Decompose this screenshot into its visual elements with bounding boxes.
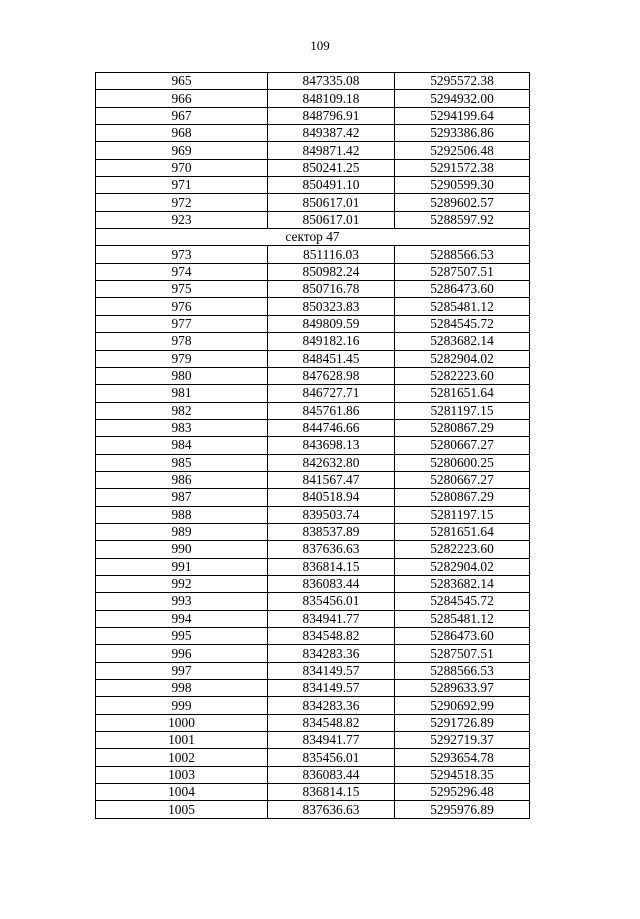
x-coordinate-cell: 839503.74 bbox=[268, 506, 395, 523]
x-coordinate-cell: 844746.66 bbox=[268, 419, 395, 436]
y-coordinate-cell: 5286473.60 bbox=[395, 628, 530, 645]
y-coordinate-cell: 5280867.29 bbox=[395, 419, 530, 436]
x-coordinate-cell: 849182.16 bbox=[268, 333, 395, 350]
table-row bbox=[96, 281, 530, 298]
point-number-cell: 976 bbox=[96, 298, 268, 315]
y-coordinate-cell: 5281651.64 bbox=[395, 523, 530, 540]
table-row bbox=[96, 194, 530, 211]
table-row bbox=[96, 801, 530, 818]
x-coordinate-cell: 847335.08 bbox=[268, 73, 395, 90]
y-coordinate-cell: 5281197.15 bbox=[395, 506, 530, 523]
point-number-cell: 972 bbox=[96, 194, 268, 211]
x-coordinate-cell: 836083.44 bbox=[268, 766, 395, 783]
table-row bbox=[96, 333, 530, 350]
x-coordinate-cell: 834283.36 bbox=[268, 645, 395, 662]
point-number-cell: 971 bbox=[96, 177, 268, 194]
point-number-cell: 977 bbox=[96, 315, 268, 332]
x-coordinate-cell: 849871.42 bbox=[268, 142, 395, 159]
table-row bbox=[96, 177, 530, 194]
x-coordinate-cell: 851116.03 bbox=[268, 246, 395, 263]
y-coordinate-cell: 5288566.53 bbox=[395, 662, 530, 679]
x-coordinate-cell: 836083.44 bbox=[268, 575, 395, 592]
y-coordinate-cell: 5288566.53 bbox=[395, 246, 530, 263]
table-row bbox=[96, 558, 530, 575]
y-coordinate-cell: 5294199.64 bbox=[395, 107, 530, 124]
point-number-cell: 998 bbox=[96, 680, 268, 697]
table-row bbox=[96, 107, 530, 124]
point-number-cell: 984 bbox=[96, 437, 268, 454]
point-number-cell: 980 bbox=[96, 367, 268, 384]
table-row bbox=[96, 749, 530, 766]
y-coordinate-cell: 5293654.78 bbox=[395, 749, 530, 766]
y-coordinate-cell: 5292506.48 bbox=[395, 142, 530, 159]
point-number-cell: 1003 bbox=[96, 766, 268, 783]
y-coordinate-cell: 5282223.60 bbox=[395, 541, 530, 558]
y-coordinate-cell: 5285481.12 bbox=[395, 610, 530, 627]
table-row bbox=[96, 766, 530, 783]
point-number-cell: 990 bbox=[96, 541, 268, 558]
point-number-cell: 968 bbox=[96, 125, 268, 142]
coordinates-table-body bbox=[96, 73, 530, 819]
y-coordinate-cell: 5283682.14 bbox=[395, 333, 530, 350]
y-coordinate-cell: 5295976.89 bbox=[395, 801, 530, 818]
y-coordinate-cell: 5288597.92 bbox=[395, 211, 530, 228]
table-row bbox=[96, 142, 530, 159]
y-coordinate-cell: 5280667.27 bbox=[395, 471, 530, 488]
x-coordinate-cell: 848109.18 bbox=[268, 90, 395, 107]
coordinates-table bbox=[95, 72, 530, 819]
y-coordinate-cell: 5282904.02 bbox=[395, 350, 530, 367]
table-row bbox=[96, 419, 530, 436]
point-number-cell: 999 bbox=[96, 697, 268, 714]
point-number-cell: 991 bbox=[96, 558, 268, 575]
point-number-cell: 970 bbox=[96, 159, 268, 176]
x-coordinate-cell: 834149.57 bbox=[268, 662, 395, 679]
point-number-cell: 987 bbox=[96, 489, 268, 506]
point-number-cell: 967 bbox=[96, 107, 268, 124]
x-coordinate-cell: 848796.91 bbox=[268, 107, 395, 124]
y-coordinate-cell: 5294518.35 bbox=[395, 766, 530, 783]
point-number-cell: 923 bbox=[96, 211, 268, 228]
section-row bbox=[96, 229, 530, 246]
y-coordinate-cell: 5289633.97 bbox=[395, 680, 530, 697]
point-number-cell: 978 bbox=[96, 333, 268, 350]
y-coordinate-cell: 5281651.64 bbox=[395, 385, 530, 402]
x-coordinate-cell: 845761.86 bbox=[268, 402, 395, 419]
point-number-cell: 965 bbox=[96, 73, 268, 90]
y-coordinate-cell: 5287507.51 bbox=[395, 263, 530, 280]
table-row bbox=[96, 454, 530, 471]
x-coordinate-cell: 846727.71 bbox=[268, 385, 395, 402]
table-row bbox=[96, 506, 530, 523]
point-number-cell: 989 bbox=[96, 523, 268, 540]
y-coordinate-cell: 5289602.57 bbox=[395, 194, 530, 211]
x-coordinate-cell: 834548.82 bbox=[268, 628, 395, 645]
point-number-cell: 995 bbox=[96, 628, 268, 645]
y-coordinate-cell: 5290692.99 bbox=[395, 697, 530, 714]
y-coordinate-cell: 5290599.30 bbox=[395, 177, 530, 194]
x-coordinate-cell: 850323.83 bbox=[268, 298, 395, 315]
table-row bbox=[96, 73, 530, 90]
point-number-cell: 988 bbox=[96, 506, 268, 523]
point-number-cell: 1002 bbox=[96, 749, 268, 766]
point-number-cell: 1005 bbox=[96, 801, 268, 818]
x-coordinate-cell: 847628.98 bbox=[268, 367, 395, 384]
point-number-cell: 992 bbox=[96, 575, 268, 592]
x-coordinate-cell: 848451.45 bbox=[268, 350, 395, 367]
x-coordinate-cell: 849809.59 bbox=[268, 315, 395, 332]
point-number-cell: 969 bbox=[96, 142, 268, 159]
point-number-cell: 994 bbox=[96, 610, 268, 627]
point-number-cell: 985 bbox=[96, 454, 268, 471]
x-coordinate-cell: 850617.01 bbox=[268, 194, 395, 211]
table-row bbox=[96, 541, 530, 558]
x-coordinate-cell: 834149.57 bbox=[268, 680, 395, 697]
table-row bbox=[96, 662, 530, 679]
y-coordinate-cell: 5292719.37 bbox=[395, 732, 530, 749]
y-coordinate-cell: 5282223.60 bbox=[395, 367, 530, 384]
table-row bbox=[96, 315, 530, 332]
point-number-cell: 983 bbox=[96, 419, 268, 436]
x-coordinate-cell: 836814.15 bbox=[268, 558, 395, 575]
table-row bbox=[96, 350, 530, 367]
x-coordinate-cell: 834941.77 bbox=[268, 610, 395, 627]
point-number-cell: 996 bbox=[96, 645, 268, 662]
point-number-cell: 1004 bbox=[96, 784, 268, 801]
table-row bbox=[96, 211, 530, 228]
y-coordinate-cell: 5291726.89 bbox=[395, 714, 530, 731]
x-coordinate-cell: 834941.77 bbox=[268, 732, 395, 749]
y-coordinate-cell: 5283682.14 bbox=[395, 575, 530, 592]
table-row bbox=[96, 680, 530, 697]
point-number-cell: 975 bbox=[96, 281, 268, 298]
y-coordinate-cell: 5295296.48 bbox=[395, 784, 530, 801]
table-row bbox=[96, 385, 530, 402]
page-number: 109 bbox=[310, 38, 330, 53]
y-coordinate-cell: 5293386.86 bbox=[395, 125, 530, 142]
table-row bbox=[96, 125, 530, 142]
y-coordinate-cell: 5285481.12 bbox=[395, 298, 530, 315]
y-coordinate-cell: 5295572.38 bbox=[395, 73, 530, 90]
section-label: сектор 47 bbox=[96, 229, 530, 246]
point-number-cell: 979 bbox=[96, 350, 268, 367]
x-coordinate-cell: 850491.10 bbox=[268, 177, 395, 194]
y-coordinate-cell: 5284545.72 bbox=[395, 315, 530, 332]
x-coordinate-cell: 850982.24 bbox=[268, 263, 395, 280]
table-row bbox=[96, 784, 530, 801]
table-row bbox=[96, 575, 530, 592]
y-coordinate-cell: 5282904.02 bbox=[395, 558, 530, 575]
point-number-cell: 1001 bbox=[96, 732, 268, 749]
table-row bbox=[96, 628, 530, 645]
table-row bbox=[96, 159, 530, 176]
table-row bbox=[96, 523, 530, 540]
x-coordinate-cell: 836814.15 bbox=[268, 784, 395, 801]
y-coordinate-cell: 5281197.15 bbox=[395, 402, 530, 419]
x-coordinate-cell: 838537.89 bbox=[268, 523, 395, 540]
table-row bbox=[96, 610, 530, 627]
table-row bbox=[96, 697, 530, 714]
table-row bbox=[96, 367, 530, 384]
point-number-cell: 982 bbox=[96, 402, 268, 419]
point-number-cell: 1000 bbox=[96, 714, 268, 731]
point-number-cell: 973 bbox=[96, 246, 268, 263]
x-coordinate-cell: 837636.63 bbox=[268, 541, 395, 558]
y-coordinate-cell: 5284545.72 bbox=[395, 593, 530, 610]
table-row bbox=[96, 90, 530, 107]
x-coordinate-cell: 850716.78 bbox=[268, 281, 395, 298]
y-coordinate-cell: 5280867.29 bbox=[395, 489, 530, 506]
x-coordinate-cell: 843698.13 bbox=[268, 437, 395, 454]
y-coordinate-cell: 5280600.25 bbox=[395, 454, 530, 471]
point-number-cell: 993 bbox=[96, 593, 268, 610]
x-coordinate-cell: 834548.82 bbox=[268, 714, 395, 731]
y-coordinate-cell: 5287507.51 bbox=[395, 645, 530, 662]
table-row bbox=[96, 246, 530, 263]
x-coordinate-cell: 850617.01 bbox=[268, 211, 395, 228]
table-row bbox=[96, 437, 530, 454]
y-coordinate-cell: 5280667.27 bbox=[395, 437, 530, 454]
point-number-cell: 997 bbox=[96, 662, 268, 679]
table-row bbox=[96, 263, 530, 280]
x-coordinate-cell: 834283.36 bbox=[268, 697, 395, 714]
point-number-cell: 986 bbox=[96, 471, 268, 488]
point-number-cell: 966 bbox=[96, 90, 268, 107]
table-row bbox=[96, 402, 530, 419]
table-row bbox=[96, 732, 530, 749]
x-coordinate-cell: 835456.01 bbox=[268, 593, 395, 610]
point-number-cell: 974 bbox=[96, 263, 268, 280]
x-coordinate-cell: 849387.42 bbox=[268, 125, 395, 142]
x-coordinate-cell: 842632.80 bbox=[268, 454, 395, 471]
y-coordinate-cell: 5294932.00 bbox=[395, 90, 530, 107]
x-coordinate-cell: 840518.94 bbox=[268, 489, 395, 506]
point-number-cell: 981 bbox=[96, 385, 268, 402]
table-row bbox=[96, 593, 530, 610]
table-row bbox=[96, 471, 530, 488]
table-row bbox=[96, 645, 530, 662]
table-row bbox=[96, 489, 530, 506]
y-coordinate-cell: 5286473.60 bbox=[395, 281, 530, 298]
table-row bbox=[96, 298, 530, 315]
y-coordinate-cell: 5291572.38 bbox=[395, 159, 530, 176]
x-coordinate-cell: 841567.47 bbox=[268, 471, 395, 488]
x-coordinate-cell: 835456.01 bbox=[268, 749, 395, 766]
x-coordinate-cell: 837636.63 bbox=[268, 801, 395, 818]
table-row bbox=[96, 714, 530, 731]
x-coordinate-cell: 850241.25 bbox=[268, 159, 395, 176]
